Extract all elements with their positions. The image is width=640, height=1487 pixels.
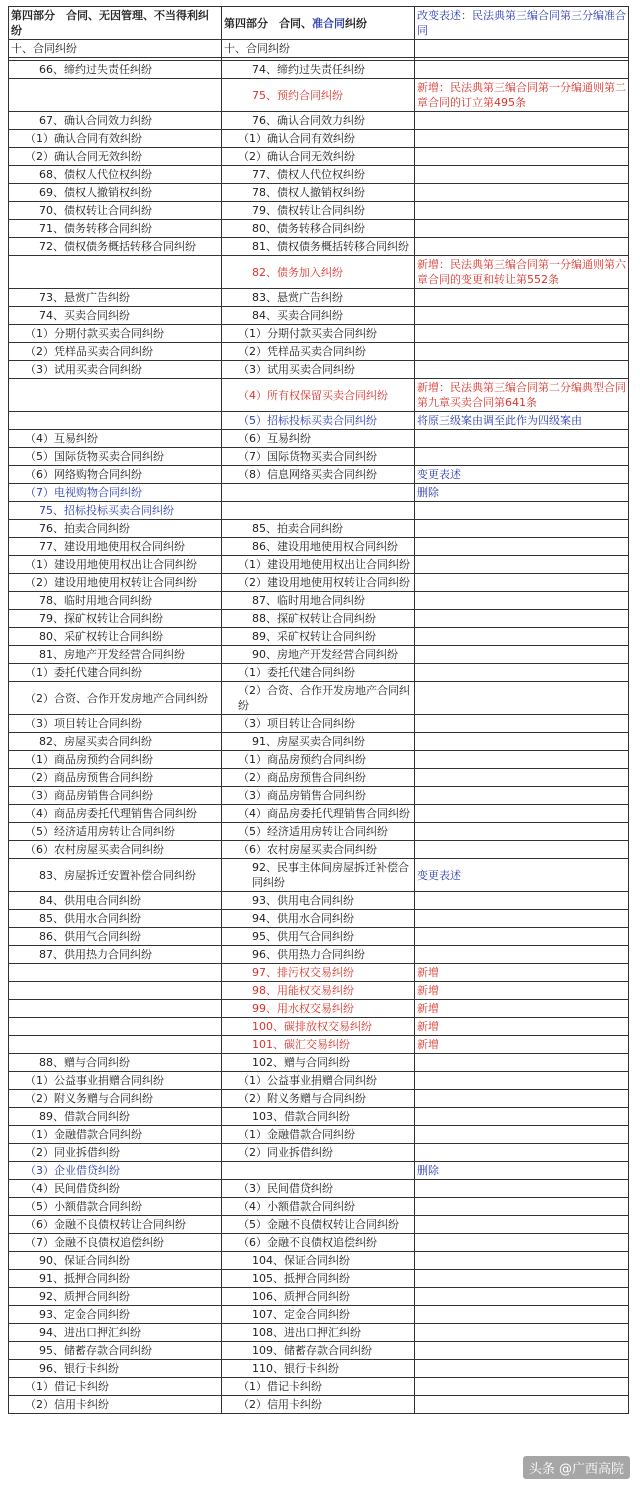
new-cause-cell: （2）合资、合作开发房地产合同纠纷	[222, 682, 415, 715]
change-note-cell	[415, 289, 629, 307]
old-cause-cell	[9, 982, 222, 1000]
table-row	[9, 61, 629, 79]
old-cause-cell: （1）公益事业捐赠合同纠纷	[9, 1072, 222, 1090]
watermark: 头条 @广西高院	[523, 1456, 630, 1479]
change-note-cell	[415, 361, 629, 379]
table-row	[9, 448, 629, 466]
change-note-cell	[415, 1396, 629, 1414]
new-cause-cell: 90、房地产开发经营合同纠纷	[222, 646, 415, 664]
new-cause-cell: 92、民事主体间房屋拆迁补偿合同纠纷	[222, 859, 415, 892]
header-old-part: 第四部分 合同、无因管理、不当得利纠纷	[9, 7, 222, 40]
table-row	[9, 1036, 629, 1054]
new-cause-cell: （2）附义务赠与合同纠纷	[222, 1090, 415, 1108]
old-cause-cell: 78、临时用地合同纠纷	[9, 592, 222, 610]
new-cause-cell	[222, 484, 415, 502]
table-row	[9, 1360, 629, 1378]
table-row	[9, 928, 629, 946]
old-cause-cell: （7）金融不良债权追偿纠纷	[9, 1234, 222, 1252]
table-row	[9, 892, 629, 910]
table-row	[9, 484, 629, 502]
new-cause-cell: （1）确认合同有效纠纷	[222, 130, 415, 148]
table-row	[9, 238, 629, 256]
change-note-cell	[415, 1378, 629, 1396]
old-cause-cell	[9, 1018, 222, 1036]
change-note-cell	[415, 1288, 629, 1306]
new-cause-cell: 79、债权转让合同纠纷	[222, 202, 415, 220]
change-note-cell	[415, 112, 629, 130]
old-cause-cell: （5）小额借款合同纠纷	[9, 1198, 222, 1216]
new-cause-cell: 82、债务加入纠纷	[222, 256, 415, 289]
old-cause-cell	[9, 412, 222, 430]
change-note-cell	[415, 646, 629, 664]
change-note-cell	[415, 715, 629, 733]
old-cause-cell: （2）同业拆借纠纷	[9, 1144, 222, 1162]
new-cause-cell: 十、合同纠纷	[222, 40, 415, 58]
new-cause-cell: 110、银行卡纠纷	[222, 1360, 415, 1378]
old-cause-cell: 74、买卖合同纠纷	[9, 307, 222, 325]
old-cause-cell: （1）委托代建合同纠纷	[9, 664, 222, 682]
new-cause-cell: 75、预约合同纠纷	[222, 79, 415, 112]
old-cause-cell: （2）附义务赠与合同纠纷	[9, 1090, 222, 1108]
change-note-cell	[415, 787, 629, 805]
old-cause-cell: （6）农村房屋买卖合同纠纷	[9, 841, 222, 859]
table-row	[9, 202, 629, 220]
change-note-cell	[415, 664, 629, 682]
table-row	[9, 628, 629, 646]
change-note-cell	[415, 307, 629, 325]
old-cause-cell: 80、采矿权转让合同纠纷	[9, 628, 222, 646]
old-cause-cell: 66、缔约过失责任纠纷	[9, 61, 222, 79]
new-cause-cell: （4）小额借款合同纠纷	[222, 1198, 415, 1216]
change-note-cell	[415, 166, 629, 184]
old-cause-cell: （2）凭样品买卖合同纠纷	[9, 343, 222, 361]
new-cause-cell: 76、确认合同效力纠纷	[222, 112, 415, 130]
old-cause-cell: 86、供用气合同纠纷	[9, 928, 222, 946]
change-note-cell: 新增	[415, 1036, 629, 1054]
old-cause-cell	[9, 79, 222, 112]
old-cause-cell: 93、定金合同纠纷	[9, 1306, 222, 1324]
old-cause-cell: （2）商品房预售合同纠纷	[9, 769, 222, 787]
table-row	[9, 769, 629, 787]
table-row	[9, 112, 629, 130]
table-row	[9, 1306, 629, 1324]
old-cause-cell: 96、银行卡纠纷	[9, 1360, 222, 1378]
table-row	[9, 289, 629, 307]
new-cause-cell: （1）建设用地使用权出让合同纠纷	[222, 556, 415, 574]
table-row	[9, 1162, 629, 1180]
change-note-cell	[415, 1306, 629, 1324]
table-row	[9, 307, 629, 325]
table-row	[9, 184, 629, 202]
change-note-cell	[415, 202, 629, 220]
new-cause-cell: （2）商品房预售合同纠纷	[222, 769, 415, 787]
old-cause-cell: 77、建设用地使用权合同纠纷	[9, 538, 222, 556]
table-row	[9, 946, 629, 964]
change-note-cell	[415, 1324, 629, 1342]
new-cause-cell: （6）农村房屋买卖合同纠纷	[222, 841, 415, 859]
new-cause-cell: 95、供用气合同纠纷	[222, 928, 415, 946]
table-row	[9, 256, 629, 289]
table-row	[9, 1198, 629, 1216]
old-cause-cell: （1）借记卡纠纷	[9, 1378, 222, 1396]
table-row	[9, 715, 629, 733]
new-cause-cell: （1）金融借款合同纠纷	[222, 1126, 415, 1144]
change-note-cell	[415, 592, 629, 610]
new-cause-cell: （5）经济适用房转让合同纠纷	[222, 823, 415, 841]
new-cause-cell: （3）商品房销售合同纠纷	[222, 787, 415, 805]
old-cause-cell: 95、储蓄存款合同纠纷	[9, 1342, 222, 1360]
change-note-cell: 变更表述	[415, 466, 629, 484]
table-row	[9, 1378, 629, 1396]
table-row	[9, 1216, 629, 1234]
old-cause-cell	[9, 379, 222, 412]
new-cause-cell: 86、建设用地使用权合同纠纷	[222, 538, 415, 556]
table-row	[9, 682, 629, 715]
old-cause-cell: （2）建设用地使用权转让合同纠纷	[9, 574, 222, 592]
old-cause-cell: （1）分期付款买卖合同纠纷	[9, 325, 222, 343]
table-row	[9, 1234, 629, 1252]
new-cause-cell: 77、债权人代位权纠纷	[222, 166, 415, 184]
table-row	[9, 538, 629, 556]
table-row	[9, 646, 629, 664]
new-cause-cell	[222, 1162, 415, 1180]
new-cause-cell: 109、储蓄存款合同纠纷	[222, 1342, 415, 1360]
table-row	[9, 823, 629, 841]
change-note-cell	[415, 769, 629, 787]
change-note-cell	[415, 1126, 629, 1144]
change-note-cell	[415, 823, 629, 841]
new-cause-cell: 78、债权人撤销权纠纷	[222, 184, 415, 202]
new-cause-cell: （1）分期付款买卖合同纠纷	[222, 325, 415, 343]
new-cause-cell: 80、债务转移合同纠纷	[222, 220, 415, 238]
new-cause-cell: 97、排污权交易纠纷	[222, 964, 415, 982]
old-cause-cell: 82、房屋买卖合同纠纷	[9, 733, 222, 751]
change-note-cell	[415, 520, 629, 538]
old-cause-cell: 十、合同纠纷	[9, 40, 222, 58]
old-cause-cell: 94、进出口押汇纠纷	[9, 1324, 222, 1342]
new-cause-cell: （2）同业拆借纠纷	[222, 1144, 415, 1162]
old-cause-cell: （3）企业借贷纠纷	[9, 1162, 222, 1180]
change-note-cell: 将原三级案由调至此作为四级案由	[415, 412, 629, 430]
change-note-cell	[415, 448, 629, 466]
new-cause-cell: （1）借记卡纠纷	[222, 1378, 415, 1396]
change-note-cell	[415, 538, 629, 556]
new-cause-cell: （5）招标投标买卖合同纠纷	[222, 412, 415, 430]
old-cause-cell: （3）商品房销售合同纠纷	[9, 787, 222, 805]
change-note-cell	[415, 1090, 629, 1108]
change-note-cell	[415, 574, 629, 592]
change-note-cell	[415, 1252, 629, 1270]
new-cause-cell: （8）信息网络买卖合同纠纷	[222, 466, 415, 484]
change-note-cell	[415, 1054, 629, 1072]
change-note-cell	[415, 892, 629, 910]
change-note-cell	[415, 1342, 629, 1360]
table-row	[9, 130, 629, 148]
new-cause-cell: （7）国际货物买卖合同纠纷	[222, 448, 415, 466]
change-note-cell	[415, 238, 629, 256]
old-cause-cell: 69、债权人撤销权纠纷	[9, 184, 222, 202]
new-cause-cell: 104、保证合同纠纷	[222, 1252, 415, 1270]
table-row	[9, 148, 629, 166]
change-note-cell	[415, 733, 629, 751]
change-note-cell	[415, 430, 629, 448]
old-cause-cell: 91、抵押合同纠纷	[9, 1270, 222, 1288]
old-cause-cell	[9, 1036, 222, 1054]
new-cause-cell: 99、用水权交易纠纷	[222, 1000, 415, 1018]
table-row	[9, 1324, 629, 1342]
old-cause-cell: 68、债权人代位权纠纷	[9, 166, 222, 184]
old-cause-cell: 84、供用电合同纠纷	[9, 892, 222, 910]
table-row	[9, 964, 629, 982]
old-cause-cell: 75、招标投标买卖合同纠纷	[9, 502, 222, 520]
table-row	[9, 910, 629, 928]
change-note-cell: 新增	[415, 1018, 629, 1036]
new-cause-cell: 98、用能权交易纠纷	[222, 982, 415, 1000]
table-row	[9, 379, 629, 412]
new-cause-cell	[222, 502, 415, 520]
old-cause-cell	[9, 964, 222, 982]
old-cause-cell: （2）合资、合作开发房地产合同纠纷	[9, 682, 222, 715]
new-cause-cell: （4）所有权保留买卖合同纠纷	[222, 379, 415, 412]
old-cause-cell: 71、债务转移合同纠纷	[9, 220, 222, 238]
change-note-cell	[415, 220, 629, 238]
change-note-cell: 新增	[415, 982, 629, 1000]
old-cause-cell: （7）电视购物合同纠纷	[9, 484, 222, 502]
table-row	[9, 1054, 629, 1072]
change-note-cell	[415, 148, 629, 166]
new-cause-cell: 89、采矿权转让合同纠纷	[222, 628, 415, 646]
table-row	[9, 1144, 629, 1162]
table-row	[9, 982, 629, 1000]
change-note-cell: 新增	[415, 1000, 629, 1018]
new-cause-cell: 105、抵押合同纠纷	[222, 1270, 415, 1288]
old-cause-cell: 90、保证合同纠纷	[9, 1252, 222, 1270]
new-cause-cell: 107、定金合同纠纷	[222, 1306, 415, 1324]
table-row	[9, 1288, 629, 1306]
new-cause-cell: （2）凭样品买卖合同纠纷	[222, 343, 415, 361]
change-note-cell	[415, 1360, 629, 1378]
table-row	[9, 220, 629, 238]
table-row	[9, 166, 629, 184]
table-row	[9, 412, 629, 430]
old-cause-cell: （1）金融借款合同纠纷	[9, 1126, 222, 1144]
table-row	[9, 520, 629, 538]
table-row	[9, 1396, 629, 1414]
change-note-cell	[415, 1270, 629, 1288]
table-row	[9, 1252, 629, 1270]
new-cause-cell: 108、进出口押汇纠纷	[222, 1324, 415, 1342]
new-cause-cell: 84、买卖合同纠纷	[222, 307, 415, 325]
new-cause-cell: 91、房屋买卖合同纠纷	[222, 733, 415, 751]
table-row	[9, 733, 629, 751]
table-row	[9, 574, 629, 592]
change-note-cell	[415, 1144, 629, 1162]
new-cause-cell: 101、碳汇交易纠纷	[222, 1036, 415, 1054]
table-row	[9, 325, 629, 343]
new-cause-cell: 93、供用电合同纠纷	[222, 892, 415, 910]
header-row	[9, 7, 629, 40]
old-cause-cell: （3）项目转让合同纠纷	[9, 715, 222, 733]
new-cause-cell: （5）金融不良债权转让合同纠纷	[222, 1216, 415, 1234]
table-row	[9, 1270, 629, 1288]
old-cause-cell: （1）确认合同有效纠纷	[9, 130, 222, 148]
change-note-cell	[415, 556, 629, 574]
change-note-cell	[415, 841, 629, 859]
new-cause-cell: （2）建设用地使用权转让合同纠纷	[222, 574, 415, 592]
table-row	[9, 343, 629, 361]
old-cause-cell	[9, 1000, 222, 1018]
new-cause-cell: 87、临时用地合同纠纷	[222, 592, 415, 610]
change-note-cell	[415, 1198, 629, 1216]
old-cause-cell: （3）试用买卖合同纠纷	[9, 361, 222, 379]
change-note-cell	[415, 502, 629, 520]
new-cause-cell: 106、质押合同纠纷	[222, 1288, 415, 1306]
old-cause-cell: （2）确认合同无效纠纷	[9, 148, 222, 166]
change-note-cell	[415, 61, 629, 79]
header-new-part-highlight: 准合同	[312, 16, 345, 30]
old-cause-cell: （1）建设用地使用权出让合同纠纷	[9, 556, 222, 574]
change-note-cell	[415, 910, 629, 928]
table-row	[9, 430, 629, 448]
table-row	[9, 1108, 629, 1126]
table-row	[9, 805, 629, 823]
table-row	[9, 787, 629, 805]
old-cause-cell: 73、悬赏广告纠纷	[9, 289, 222, 307]
table-row	[9, 1126, 629, 1144]
new-cause-cell: （6）互易纠纷	[222, 430, 415, 448]
old-cause-cell: （6）网络购物合同纠纷	[9, 466, 222, 484]
new-cause-cell: 96、供用热力合同纠纷	[222, 946, 415, 964]
change-note-cell	[415, 751, 629, 769]
table-row	[9, 751, 629, 769]
table-row	[9, 841, 629, 859]
table-body	[9, 7, 629, 1414]
new-cause-cell: （3）民间借贷纠纷	[222, 1180, 415, 1198]
old-cause-cell: 83、房屋拆迁安置补偿合同纠纷	[9, 859, 222, 892]
change-note-cell	[415, 805, 629, 823]
change-note-cell	[415, 610, 629, 628]
new-cause-cell: （3）项目转让合同纠纷	[222, 715, 415, 733]
old-cause-cell: 89、借款合同纠纷	[9, 1108, 222, 1126]
new-cause-cell: （3）试用买卖合同纠纷	[222, 361, 415, 379]
table-row	[9, 361, 629, 379]
new-cause-cell: （6）金融不良债权追偿纠纷	[222, 1234, 415, 1252]
header-change-note: 改变表述：民法典第三编合同第三分编准合同	[415, 7, 629, 40]
old-cause-cell: 76、拍卖合同纠纷	[9, 520, 222, 538]
new-cause-cell: 81、债权债务概括转移合同纠纷	[222, 238, 415, 256]
table-row	[9, 466, 629, 484]
change-note-cell: 新增：民法典第三编合同第二分编典型合同第九章买卖合同第641条	[415, 379, 629, 412]
new-cause-cell: （2）确认合同无效纠纷	[222, 148, 415, 166]
old-cause-cell: 67、确认合同效力纠纷	[9, 112, 222, 130]
old-cause-cell: 70、债权转让合同纠纷	[9, 202, 222, 220]
change-note-cell: 变更表述	[415, 859, 629, 892]
new-cause-cell: （1）公益事业捐赠合同纠纷	[222, 1072, 415, 1090]
old-cause-cell: 79、探矿权转让合同纠纷	[9, 610, 222, 628]
old-cause-cell: （4）互易纠纷	[9, 430, 222, 448]
old-cause-cell: （1）商品房预约合同纠纷	[9, 751, 222, 769]
old-cause-cell: （6）金融不良债权转让合同纠纷	[9, 1216, 222, 1234]
new-cause-cell: 100、碳排放权交易纠纷	[222, 1018, 415, 1036]
new-cause-cell: （2）信用卡纠纷	[222, 1396, 415, 1414]
change-note-cell: 新增：民法典第三编合同第一分编通则第六章合同的变更和转让第552条	[415, 256, 629, 289]
new-cause-cell: 85、拍卖合同纠纷	[222, 520, 415, 538]
change-note-cell	[415, 130, 629, 148]
new-cause-cell: 94、供用水合同纠纷	[222, 910, 415, 928]
old-cause-cell: （4）民间借贷纠纷	[9, 1180, 222, 1198]
change-note-cell	[415, 184, 629, 202]
change-note-cell	[415, 343, 629, 361]
table-row	[9, 1342, 629, 1360]
new-cause-cell: 103、借款合同纠纷	[222, 1108, 415, 1126]
old-cause-cell: 88、赠与合同纠纷	[9, 1054, 222, 1072]
change-note-cell	[415, 682, 629, 715]
change-note-cell: 删除	[415, 1162, 629, 1180]
table-row	[9, 1180, 629, 1198]
table-row	[9, 592, 629, 610]
old-cause-cell: （2）信用卡纠纷	[9, 1396, 222, 1414]
table-row	[9, 556, 629, 574]
table-row	[9, 40, 629, 58]
old-cause-cell: 87、供用热力合同纠纷	[9, 946, 222, 964]
change-note-cell	[415, 325, 629, 343]
change-note-cell: 新增：民法典第三编合同第一分编通则第二章合同的订立第495条	[415, 79, 629, 112]
change-note-cell	[415, 1108, 629, 1126]
change-note-cell	[415, 1180, 629, 1198]
change-note-cell	[415, 628, 629, 646]
old-cause-cell	[9, 256, 222, 289]
new-cause-cell: 83、悬赏广告纠纷	[222, 289, 415, 307]
new-cause-cell: （1）委托代建合同纠纷	[222, 664, 415, 682]
case-comparison-table	[8, 6, 629, 1414]
old-cause-cell: （4）商品房委托代理销售合同纠纷	[9, 805, 222, 823]
new-cause-cell: 74、缔约过失责任纠纷	[222, 61, 415, 79]
old-cause-cell: 85、供用水合同纠纷	[9, 910, 222, 928]
table-row	[9, 79, 629, 112]
change-note-cell	[415, 928, 629, 946]
new-cause-cell: （4）商品房委托代理销售合同纠纷	[222, 805, 415, 823]
header-new-part: 第四部分 合同、准合同纠纷	[222, 7, 415, 40]
old-cause-cell: 81、房地产开发经营合同纠纷	[9, 646, 222, 664]
old-cause-cell: 72、债权债务概括转移合同纠纷	[9, 238, 222, 256]
change-note-cell	[415, 1072, 629, 1090]
new-cause-cell: （1）商品房预约合同纠纷	[222, 751, 415, 769]
change-note-cell: 删除	[415, 484, 629, 502]
new-cause-cell: 102、赠与合同纠纷	[222, 1054, 415, 1072]
old-cause-cell: （5）经济适用房转让合同纠纷	[9, 823, 222, 841]
table-row	[9, 502, 629, 520]
table-row	[9, 1072, 629, 1090]
change-note-cell	[415, 946, 629, 964]
new-cause-cell: 88、探矿权转让合同纠纷	[222, 610, 415, 628]
table-row	[9, 1090, 629, 1108]
table-row	[9, 859, 629, 892]
table-row	[9, 1018, 629, 1036]
change-note-cell	[415, 1216, 629, 1234]
table-row	[9, 664, 629, 682]
table-row	[9, 1000, 629, 1018]
old-cause-cell: 92、质押合同纠纷	[9, 1288, 222, 1306]
old-cause-cell: （5）国际货物买卖合同纠纷	[9, 448, 222, 466]
change-note-cell	[415, 40, 629, 58]
table-row	[9, 610, 629, 628]
change-note-cell	[415, 1234, 629, 1252]
change-note-cell: 新增	[415, 964, 629, 982]
